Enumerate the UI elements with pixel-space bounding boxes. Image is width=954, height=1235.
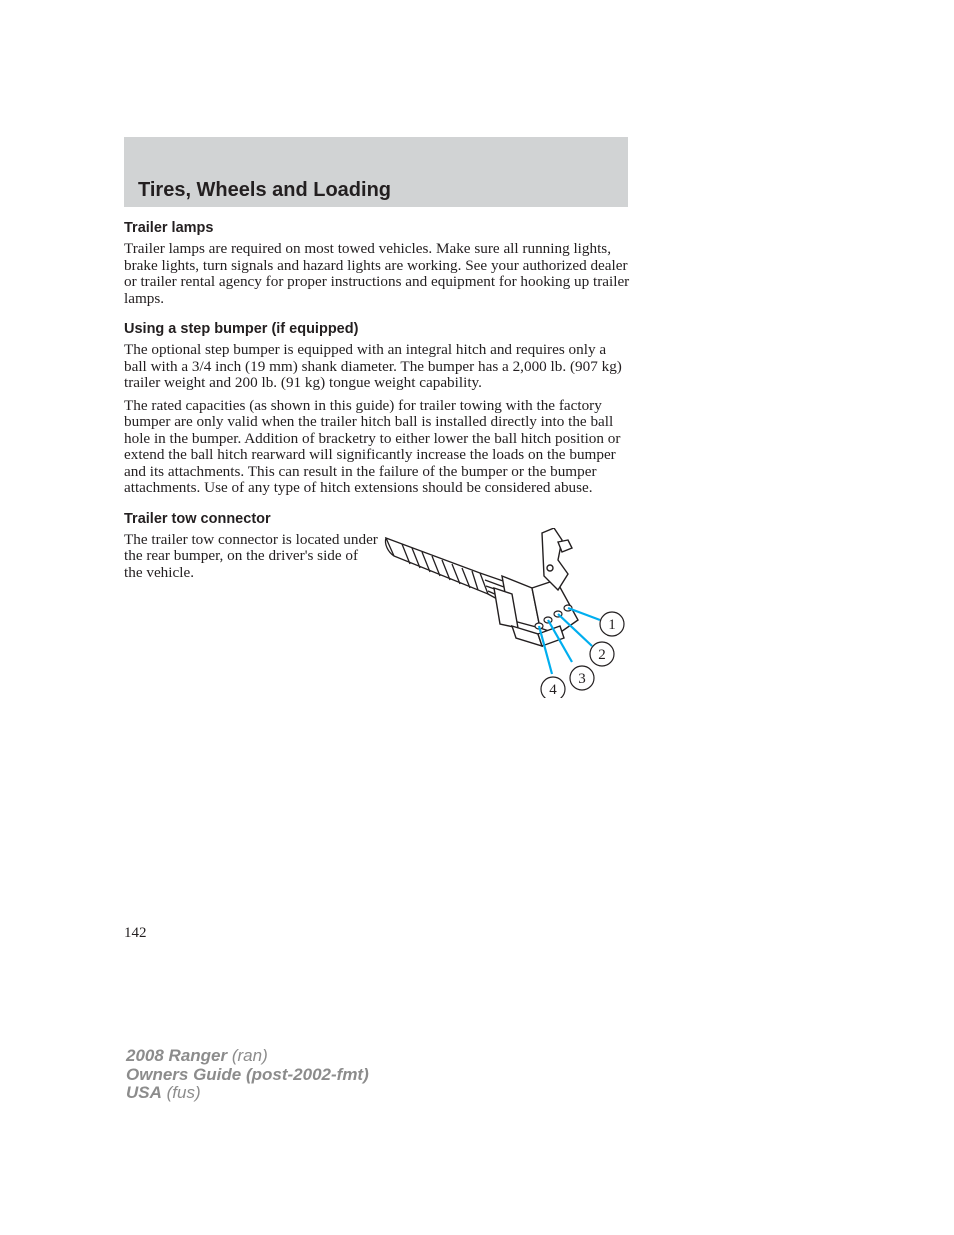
paragraph-trailer-lamps: Trailer lamps are required on most towed vehicles. Make sure all running lights, brake lights, turn signals and hazard lights are working. See your authorized dealer or trailer rental agency for proper instructions and equipment for hooking up trailer lamps. <box>124 240 630 307</box>
footer-line-3: USA (fus) <box>126 1083 201 1102</box>
heading-tow-connector: Trailer tow connector <box>124 510 271 527</box>
footer-line-2: Owners Guide (post-2002-fmt) <box>126 1064 369 1084</box>
heading-trailer-lamps: Trailer lamps <box>124 220 214 236</box>
footer-line-1: 2008 Ranger (ran) <box>126 1046 268 1065</box>
wire-harness <box>385 538 510 606</box>
section-title: Tires, Wheels and Loading <box>138 179 392 201</box>
callout-1-label: 1 <box>608 616 616 633</box>
callout-4 <box>541 677 565 698</box>
heading-step-bumper: Using a step bumper (if equipped) <box>124 321 359 337</box>
page-number: 142 <box>124 925 147 941</box>
callout-2 <box>590 642 614 666</box>
tow-connector-diagram <box>382 528 632 698</box>
callout-3 <box>570 666 594 690</box>
callout-1 <box>600 612 624 636</box>
paragraph-tow-connector: The trailer tow connector is located under the rear bumper, on the driver's side of the vehicle. <box>124 530 378 581</box>
section-header-band <box>124 137 628 207</box>
callout-3-label: 3 <box>578 670 586 687</box>
paragraph-step-bumper-2: The rated capacities (as shown in this guide) for trailer towing with the factory bumper are only valid when the trailer hitch ball is installed directly into the ball hole in the bumper. Addition of bracketry to either lower the ball hitch position or extend the ball hitch rearward will significantly increase the loads on the bumper and its attachments. This can result in the failure of the bumper or the bumper attachments. Use of any type of hitch extensions should be considered abuse. <box>124 396 621 496</box>
document-footer <box>126 1047 369 1103</box>
main-content <box>124 220 630 712</box>
callout-2-label: 2 <box>598 646 606 663</box>
paragraph-step-bumper-1: The optional step bumper is equipped with an integral hitch and requires only a ball with a 3/4 inch (19 mm) shank diameter. The bumper has a 2,000 lb. (907 kg) trailer weight and 200 lb. (91 kg) tongue weight capability. <box>124 341 622 391</box>
callout-4-label: 4 <box>549 681 557 698</box>
